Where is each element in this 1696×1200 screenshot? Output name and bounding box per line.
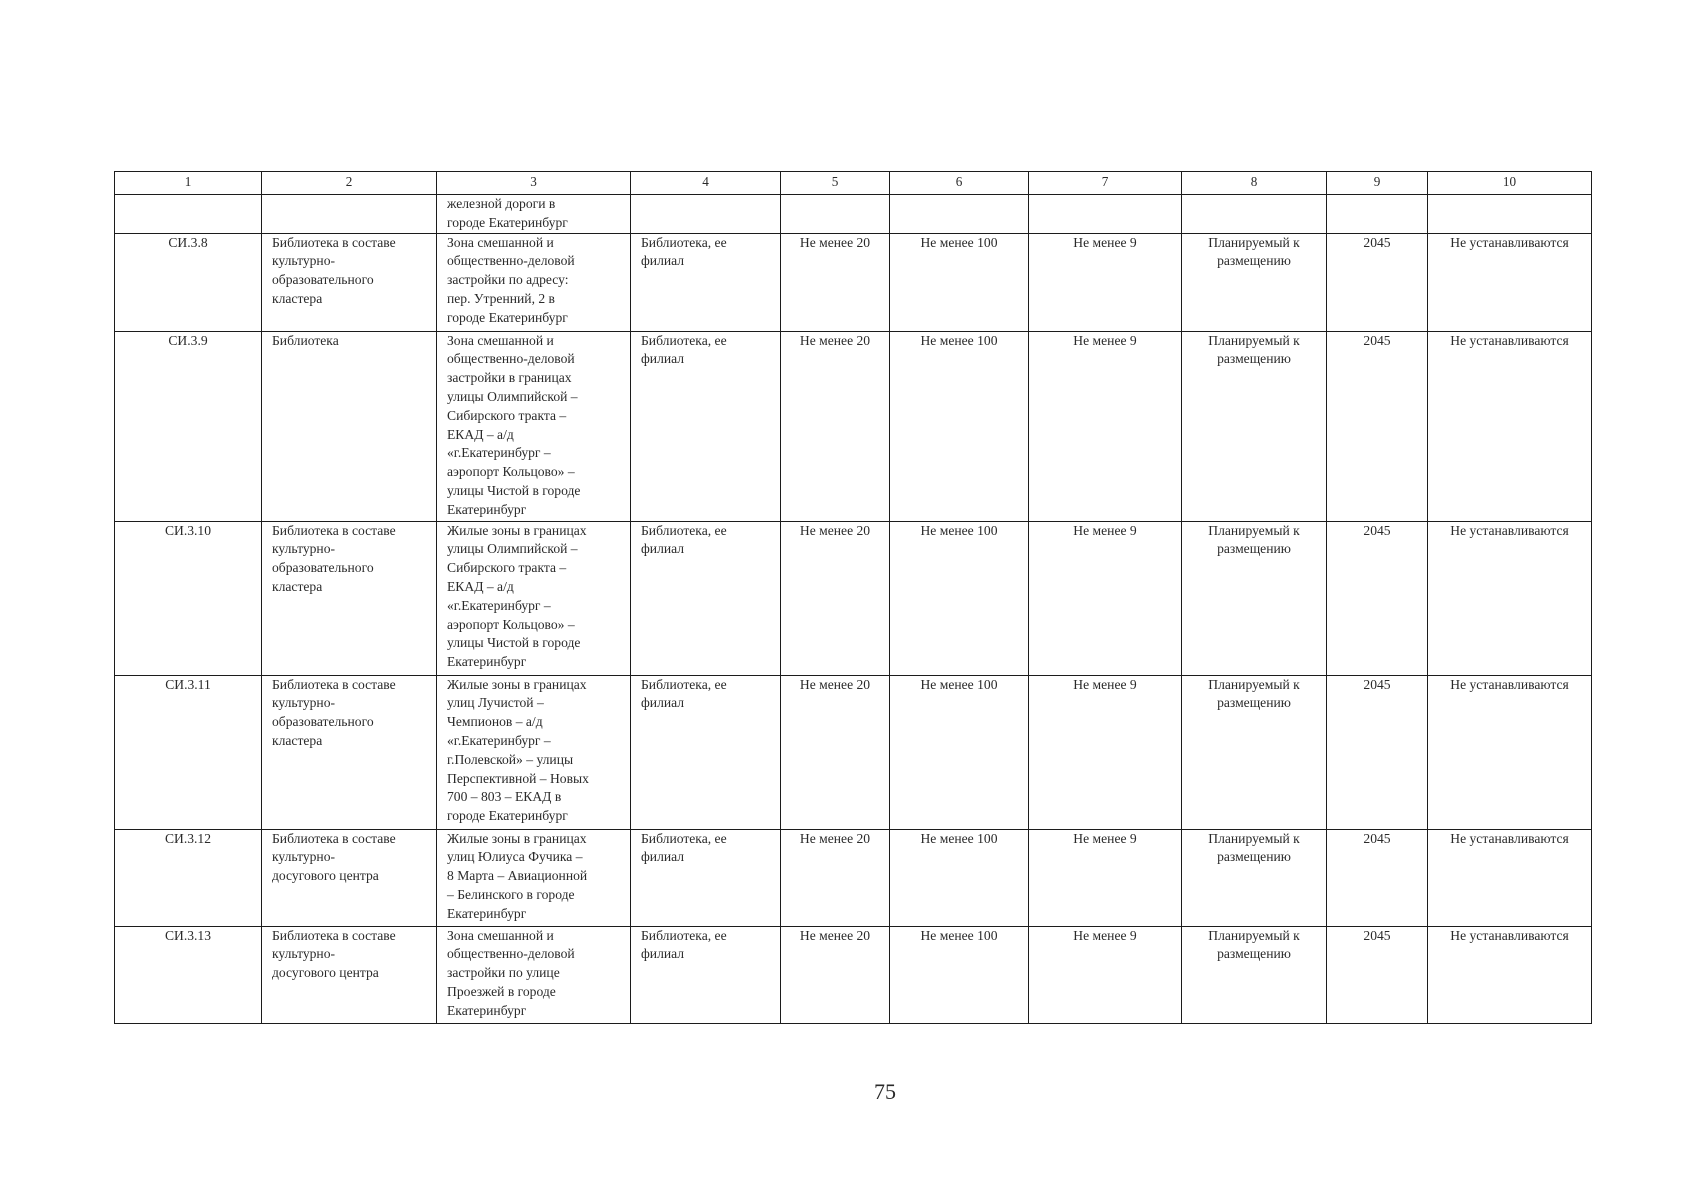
column-header: 10 [1428,172,1592,195]
cell-col7: Не менее 9 [1029,331,1182,521]
cell-type [631,521,781,675]
cell-text-line: – Белинского в городе [447,886,575,902]
cell-zone [1428,195,1592,234]
cell-text-line: улицы Олимпийской – [447,541,578,557]
cell-name [262,331,437,521]
cell-col6: Не менее 100 [890,675,1029,829]
cell-status [1182,195,1327,234]
cell-text-line: размещению [1217,946,1291,962]
table-row [115,521,1592,675]
column-header: 7 [1029,172,1182,195]
cell-code: СИ.3.8 [115,233,262,331]
cell-text-line: Библиотека [272,332,339,348]
table-row [115,926,1592,1023]
cell-col7: Не менее 9 [1029,829,1182,926]
cell-text-line: Планируемый к [1208,927,1300,943]
cell-text-line: застройки по адресу: [447,272,569,288]
cell-type [631,926,781,1023]
cell-name [262,829,437,926]
cell-status [1182,829,1327,926]
cell-text-line: образовательного [272,272,374,288]
cell-text-line: кластера [272,290,323,306]
cell-text-line: филиал [641,849,685,865]
cell-type [631,675,781,829]
cell-text-line: культурно- [272,253,336,269]
cell-text-line: Планируемый к [1208,830,1300,846]
cell-col6: Не менее 100 [890,521,1029,675]
cell-text-line: образовательного [272,714,374,730]
cell-status [1182,521,1327,675]
cell-text-line: кластера [272,578,323,594]
cell-location [437,829,631,926]
cell-name [262,675,437,829]
cell-zone: Не устанавливаются [1428,331,1592,521]
cell-col6: Не менее 100 [890,829,1029,926]
cell-text-line: Библиотека, ее [641,522,727,538]
cell-text-line: общественно-деловой [447,946,575,962]
cell-text-line: Жилые зоны в границах [447,830,587,846]
cell-status [1182,926,1327,1023]
cell-name [262,195,437,234]
cell-text-line: культурно- [272,849,336,865]
cell-year: 2045 [1327,233,1428,331]
cell-location [437,233,631,331]
cell-location [437,926,631,1023]
document-table [114,171,1592,1024]
cell-status [1182,331,1327,521]
cell-text-line: Проезжей в городе [447,983,556,999]
table-row [115,829,1592,926]
cell-col6 [890,195,1029,234]
cell-text-line: Зона смешанной и [447,332,554,348]
table-row [115,675,1592,829]
cell-col5: Не менее 20 [781,331,890,521]
cell-col7: Не менее 9 [1029,233,1182,331]
cell-col6: Не менее 100 [890,926,1029,1023]
cell-col7 [1029,195,1182,234]
cell-text-line: размещению [1217,849,1291,865]
cell-year: 2045 [1327,926,1428,1023]
cell-col6: Не менее 100 [890,233,1029,331]
cell-type [631,195,781,234]
cell-type [631,331,781,521]
cell-year: 2045 [1327,521,1428,675]
cell-code: СИ.3.12 [115,829,262,926]
cell-text-line: Планируемый к [1208,522,1300,538]
cell-text-line: досугового центра [272,868,379,884]
cell-text-line: Екатеринбург [447,501,527,517]
table-row [115,233,1592,331]
cell-year [1327,195,1428,234]
cell-text-line: городе Екатеринбург [447,309,568,325]
cell-status [1182,675,1327,829]
cell-text-line: аэропорт Кольцово» – [447,616,575,632]
column-header: 8 [1182,172,1327,195]
cell-col5 [781,195,890,234]
cell-text-line: Зона смешанной и [447,927,554,943]
cell-text-line: общественно-деловой [447,253,575,269]
table-row [115,195,1592,234]
cell-name [262,521,437,675]
cell-text-line: Библиотека, ее [641,676,727,692]
cell-text-line: культурно- [272,946,336,962]
cell-col5: Не менее 20 [781,521,890,675]
cell-status [1182,233,1327,331]
cell-text-line: застройки в границах [447,370,572,386]
cell-type [631,829,781,926]
cell-text-line: Сибирского тракта – [447,560,567,576]
cell-text-line: г.Полевской» – улицы [447,751,574,767]
cell-location [437,521,631,675]
cell-year: 2045 [1327,675,1428,829]
cell-text-line: Библиотека в составе [272,927,396,943]
cell-text-line: 8 Марта – Авиационной [447,868,588,884]
column-header: 1 [115,172,262,195]
cell-text-line: Планируемый к [1208,676,1300,692]
column-header: 3 [437,172,631,195]
cell-text-line: Сибирского тракта – [447,407,567,423]
cell-col7: Не менее 9 [1029,675,1182,829]
cell-col5: Не менее 20 [781,926,890,1023]
cell-text-line: пер. Утренний, 2 в [447,290,555,306]
cell-code: СИ.3.13 [115,926,262,1023]
cell-text-line: Планируемый к [1208,234,1300,250]
cell-text-line: размещению [1217,541,1291,557]
cell-text-line: Библиотека, ее [641,234,727,250]
cell-zone: Не устанавливаются [1428,926,1592,1023]
cell-text-line: железной дороги в [447,196,556,211]
cell-col7: Не менее 9 [1029,926,1182,1023]
cell-text-line: размещению [1217,253,1291,269]
cell-text-line: Библиотека, ее [641,332,727,348]
cell-type [631,233,781,331]
cell-text-line: филиал [641,541,685,557]
cell-text-line: Екатеринбург [447,905,527,921]
cell-text-line: городе Екатеринбург [447,214,568,230]
cell-code: СИ.3.9 [115,331,262,521]
cell-location [437,195,631,234]
cell-text-line: филиал [641,253,685,269]
cell-text-line: 700 – 803 – ЕКАД в [447,789,562,805]
cell-text-line: ЕКАД – а/д [447,426,514,442]
cell-text-line: «г.Екатеринбург – [447,445,551,461]
cell-text-line: общественно-деловой [447,351,575,367]
page-number: 75 [874,1079,896,1104]
cell-text-line: ЕКАД – а/д [447,578,514,594]
column-header: 2 [262,172,437,195]
cell-location [437,675,631,829]
cell-text-line: размещению [1217,351,1291,367]
cell-text-line: аэропорт Кольцово» – [447,464,575,480]
cell-col5: Не менее 20 [781,829,890,926]
cell-text-line: улицы Олимпийской – [447,388,578,404]
cell-text-line: улицы Чистой в городе [447,635,581,651]
cell-col7: Не менее 9 [1029,521,1182,675]
cell-code: СИ.3.11 [115,675,262,829]
table-body [115,195,1592,1024]
cell-text-line: размещению [1217,695,1291,711]
cell-name [262,926,437,1023]
cell-text-line: Чемпионов – а/д [447,714,543,730]
cell-location [437,331,631,521]
cell-text-line: улицы Чистой в городе [447,482,581,498]
cell-text-line: Библиотека в составе [272,676,396,692]
cell-col5: Не менее 20 [781,233,890,331]
cell-text-line: Библиотека, ее [641,927,727,943]
cell-text-line: досугового центра [272,965,379,981]
header-row [115,172,1592,195]
column-header: 6 [890,172,1029,195]
cell-text-line: Библиотека в составе [272,830,396,846]
cell-code [115,195,262,234]
cell-text-line: Екатеринбург [447,654,527,670]
cell-text-line: филиал [641,946,685,962]
cell-zone: Не устанавливаются [1428,675,1592,829]
cell-text-line: образовательного [272,560,374,576]
cell-year: 2045 [1327,829,1428,926]
cell-text-line: Планируемый к [1208,332,1300,348]
cell-text-line: «г.Екатеринбург – [447,732,551,748]
cell-zone: Не устанавливаются [1428,521,1592,675]
column-header: 9 [1327,172,1428,195]
cell-text-line: Перспективной – Новых [447,770,589,786]
cell-text-line: Библиотека в составе [272,234,396,250]
cell-col5: Не менее 20 [781,675,890,829]
cell-text-line: «г.Екатеринбург – [447,597,551,613]
cell-year: 2045 [1327,331,1428,521]
cell-text-line: кластера [272,732,323,748]
cell-col6: Не менее 100 [890,331,1029,521]
cell-text-line: улиц Лучистой – [447,695,544,711]
cell-text-line: Жилые зоны в границах [447,522,587,538]
column-header: 4 [631,172,781,195]
cell-text-line: культурно- [272,695,336,711]
cell-text-line: культурно- [272,541,336,557]
cell-text-line: застройки по улице [447,965,560,981]
cell-text-line: городе Екатеринбург [447,808,568,824]
cell-zone: Не устанавливаются [1428,233,1592,331]
cell-text-line: Библиотека, ее [641,830,727,846]
cell-text-line: Екатеринбург [447,1002,527,1018]
cell-text-line: Библиотека в составе [272,522,396,538]
cell-text-line: улиц Юлиуса Фучика – [447,849,583,865]
cell-name [262,233,437,331]
cell-code: СИ.3.10 [115,521,262,675]
cell-text-line: Зона смешанной и [447,234,554,250]
cell-text-line: филиал [641,351,685,367]
cell-zone: Не устанавливаются [1428,829,1592,926]
table-row [115,331,1592,521]
cell-text-line: филиал [641,695,685,711]
column-header: 5 [781,172,890,195]
cell-text-line: Жилые зоны в границах [447,676,587,692]
